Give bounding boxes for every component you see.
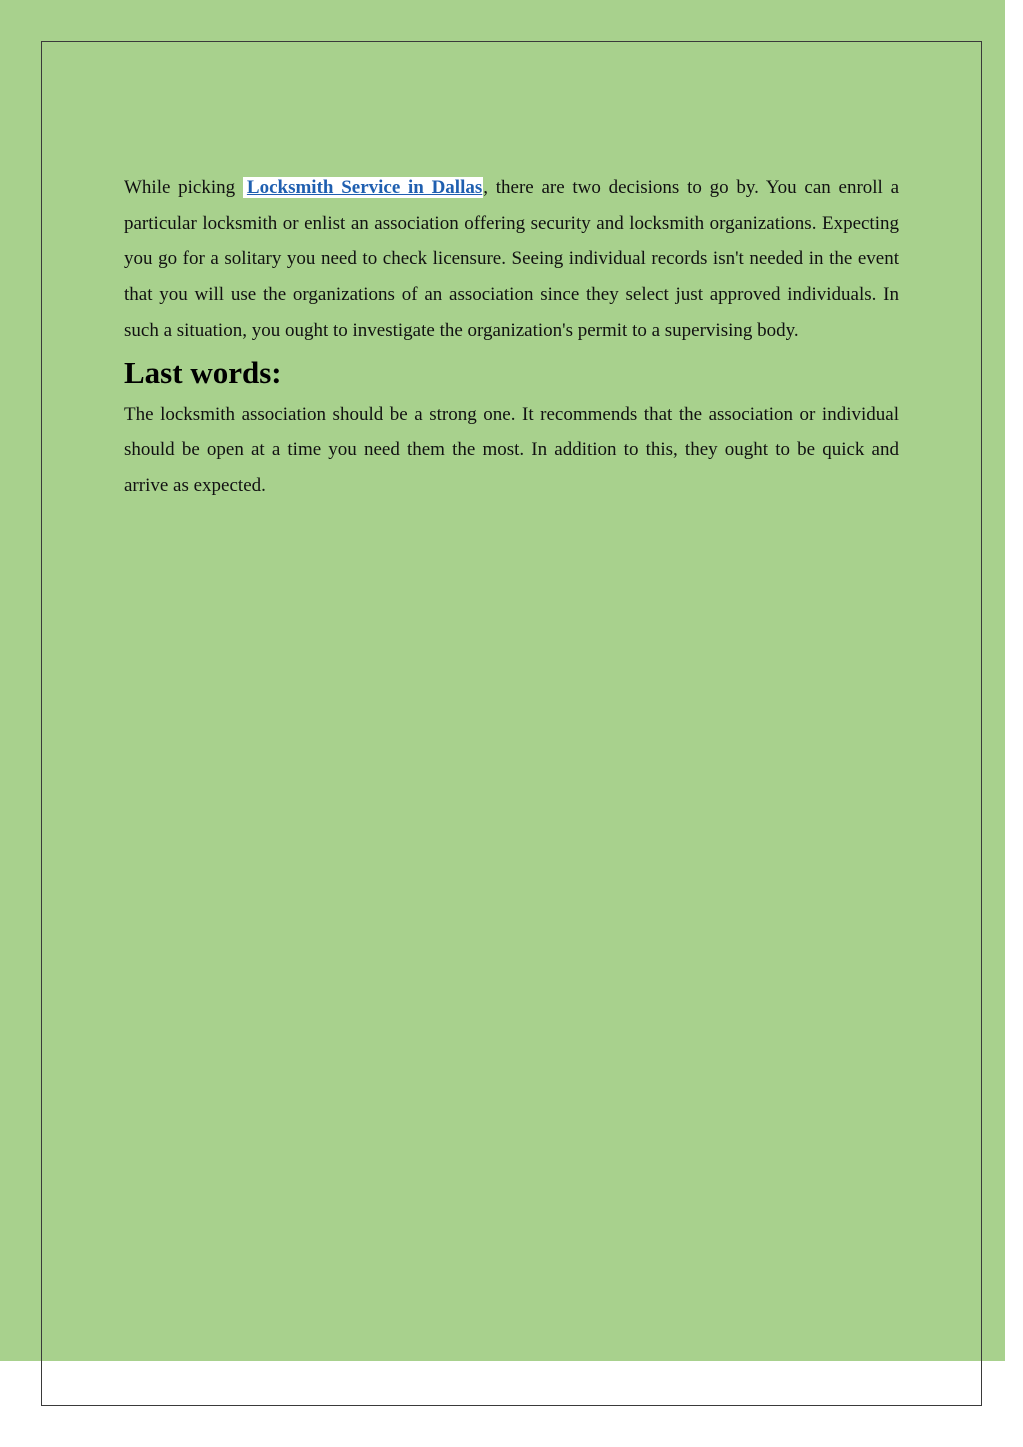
locksmith-service-link[interactable]: Locksmith Service in Dallas <box>243 177 483 198</box>
intro-paragraph <box>124 170 899 349</box>
section-heading: Last words: <box>124 354 282 390</box>
document-body <box>124 170 899 504</box>
intro-text-before-link: While picking <box>124 177 236 198</box>
closing-paragraph: The locksmith association should be a strong one. It recommends that the association or individual should be open at a time you need them the most. In addition to this, they ought to be quick and arrive as expected. <box>124 403 899 496</box>
intro-text-after-link: , there are two decisions to go by. You can enroll a particular locksmith or enlist an association offering security and locksmith organizations. Expecting you go for a solitary you need to check licensure. Seeing individual records isn't needed in the event that you will use the organizations of an association since they select just approved individuals. In such a situation, you ought to investigate the organization's permit to a supervising body. <box>124 177 899 341</box>
